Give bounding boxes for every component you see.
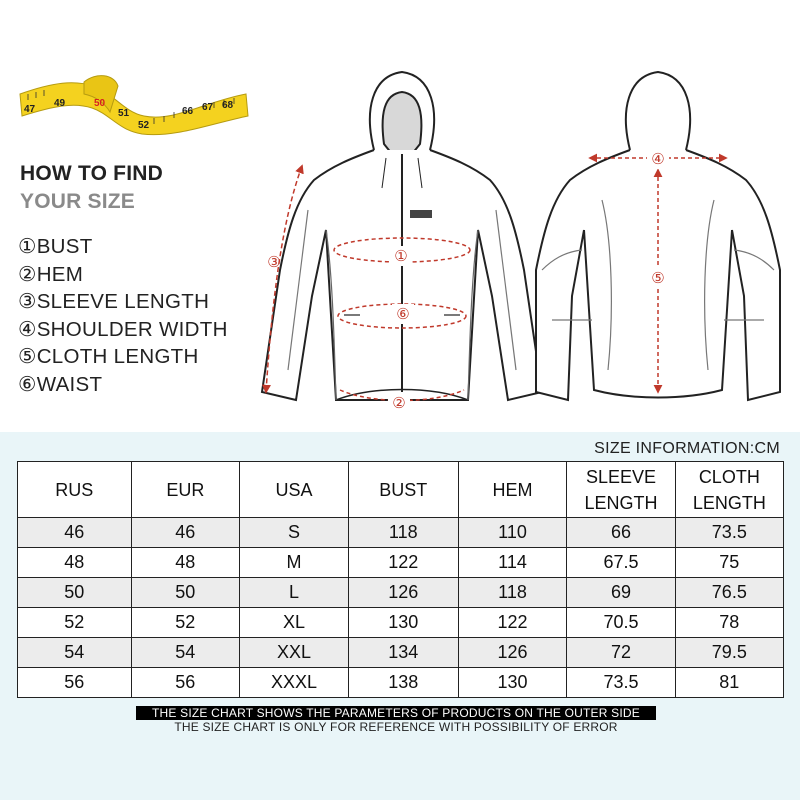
table-cell: 67.5 — [567, 548, 675, 578]
table-cell: 46 — [131, 518, 240, 548]
table-cell: 110 — [458, 518, 567, 548]
table-cell: 54 — [131, 638, 240, 668]
table-cell: 130 — [458, 668, 567, 698]
table-cell: 76.5 — [675, 578, 783, 608]
table-cell: 73.5 — [675, 518, 783, 548]
legend-item-waist — [18, 371, 228, 399]
legend-label: SLEEVE LENGTH — [36, 290, 210, 313]
tape-number: 51 — [118, 108, 130, 119]
marker-bust: ① — [394, 247, 408, 265]
table-cell: 52 — [18, 608, 132, 638]
table-row — [18, 638, 784, 668]
tape-number: 66 — [182, 106, 194, 117]
footer-note-reference: THE SIZE CHART IS ONLY FOR REFERENCE WITH POSSIBILITY OF ERROR — [174, 720, 618, 734]
table-header-row — [18, 462, 784, 518]
table-row — [18, 668, 784, 698]
table-cell: 50 — [131, 578, 240, 608]
tape-number: 50 — [94, 98, 106, 109]
legend-number: ① — [18, 235, 37, 258]
table-cell: 56 — [18, 668, 132, 698]
table-cell: 72 — [567, 638, 675, 668]
column-header-sleeve-length: SLEEVE LENGTH — [567, 462, 675, 518]
table-cell: 75 — [675, 548, 783, 578]
table-cell: L — [240, 578, 349, 608]
legend-label: SHOULDER WIDTH — [36, 317, 228, 341]
table-row — [18, 608, 784, 638]
table-cell: 69 — [567, 578, 675, 608]
legend-item-shoulder-width — [18, 316, 228, 344]
tape-number: 68 — [222, 100, 234, 111]
table-cell: 48 — [131, 548, 240, 578]
table-cell: 122 — [348, 548, 458, 578]
table-cell: 54 — [18, 638, 132, 668]
table-cell: 134 — [348, 638, 458, 668]
table-cell: S — [240, 518, 349, 548]
legend-item-cloth-length — [18, 343, 228, 371]
column-header-bust: BUST — [348, 462, 458, 518]
footer-note-outer-side: THE SIZE CHART SHOWS THE PARAMETERS OF PRODUCTS ON THE OUTER SIDE — [136, 706, 656, 720]
table-cell: 52 — [131, 608, 240, 638]
table-cell: 130 — [348, 608, 458, 638]
how-to-find-heading — [20, 160, 163, 216]
legend-number: ③ — [18, 290, 37, 313]
table-cell: XXXL — [240, 668, 349, 698]
table-row — [18, 578, 784, 608]
heading-line-2: YOUR SIZE — [20, 190, 135, 213]
table-cell: 118 — [458, 578, 567, 608]
table-cell: 56 — [131, 668, 240, 698]
heading-line-1: HOW TO FIND — [20, 162, 163, 185]
table-cell: 126 — [348, 578, 458, 608]
table-cell: XXL — [240, 638, 349, 668]
table-cell: 122 — [458, 608, 567, 638]
column-header-cloth-length: CLOTH LENGTH — [675, 462, 783, 518]
legend-label: WAIST — [36, 372, 103, 396]
jacket-front-view — [262, 72, 542, 400]
marker-cloth-length: ⑤ — [651, 269, 665, 287]
table-cell: M — [240, 548, 349, 578]
table-cell: XL — [240, 608, 349, 638]
tape-number: 67 — [202, 102, 214, 113]
legend-number: ② — [18, 262, 37, 286]
table-row — [18, 548, 784, 578]
table-cell: 46 — [18, 518, 132, 548]
jacket-diagram — [252, 70, 792, 415]
legend-label: CLOTH LENGTH — [36, 345, 199, 368]
table-cell: 66 — [567, 518, 675, 548]
size-table — [17, 461, 784, 698]
table-cell: 78 — [675, 608, 783, 638]
table-cell: 126 — [458, 638, 567, 668]
marker-hem: ② — [392, 394, 406, 412]
legend-item-sleeve-length — [18, 288, 228, 316]
table-cell: 50 — [18, 578, 132, 608]
marker-shoulder-width: ④ — [651, 150, 665, 168]
table-cell: 79.5 — [675, 638, 783, 668]
column-header-eur: EUR — [131, 462, 240, 518]
measuring-tape-icon — [14, 72, 254, 152]
table-cell: 70.5 — [567, 608, 675, 638]
tape-number: 47 — [24, 104, 36, 115]
legend-label: HEM — [36, 262, 84, 286]
marker-sleeve-length: ③ — [267, 253, 281, 271]
column-header-rus: RUS — [18, 462, 132, 518]
marker-waist: ⑥ — [396, 305, 410, 323]
legend-item-bust — [18, 233, 228, 261]
table-cell: 81 — [675, 668, 783, 698]
table-cell: 138 — [348, 668, 458, 698]
tape-number: 49 — [54, 98, 66, 109]
table-cell: 73.5 — [567, 668, 675, 698]
tape-number: 52 — [138, 120, 150, 131]
legend-number: ⑤ — [18, 345, 37, 368]
column-header-hem: HEM — [458, 462, 567, 518]
legend-number: ④ — [18, 317, 37, 341]
column-header-usa: USA — [240, 462, 349, 518]
table-cell: 118 — [348, 518, 458, 548]
legend-label: BUST — [36, 235, 93, 258]
size-info-label: SIZE INFORMATION:CM — [594, 440, 780, 457]
table-cell: 114 — [458, 548, 567, 578]
table-cell: 48 — [18, 548, 132, 578]
legend-number: ⑥ — [18, 372, 37, 396]
measurement-legend — [18, 233, 228, 398]
legend-item-hem — [18, 261, 228, 289]
table-row — [18, 518, 784, 548]
